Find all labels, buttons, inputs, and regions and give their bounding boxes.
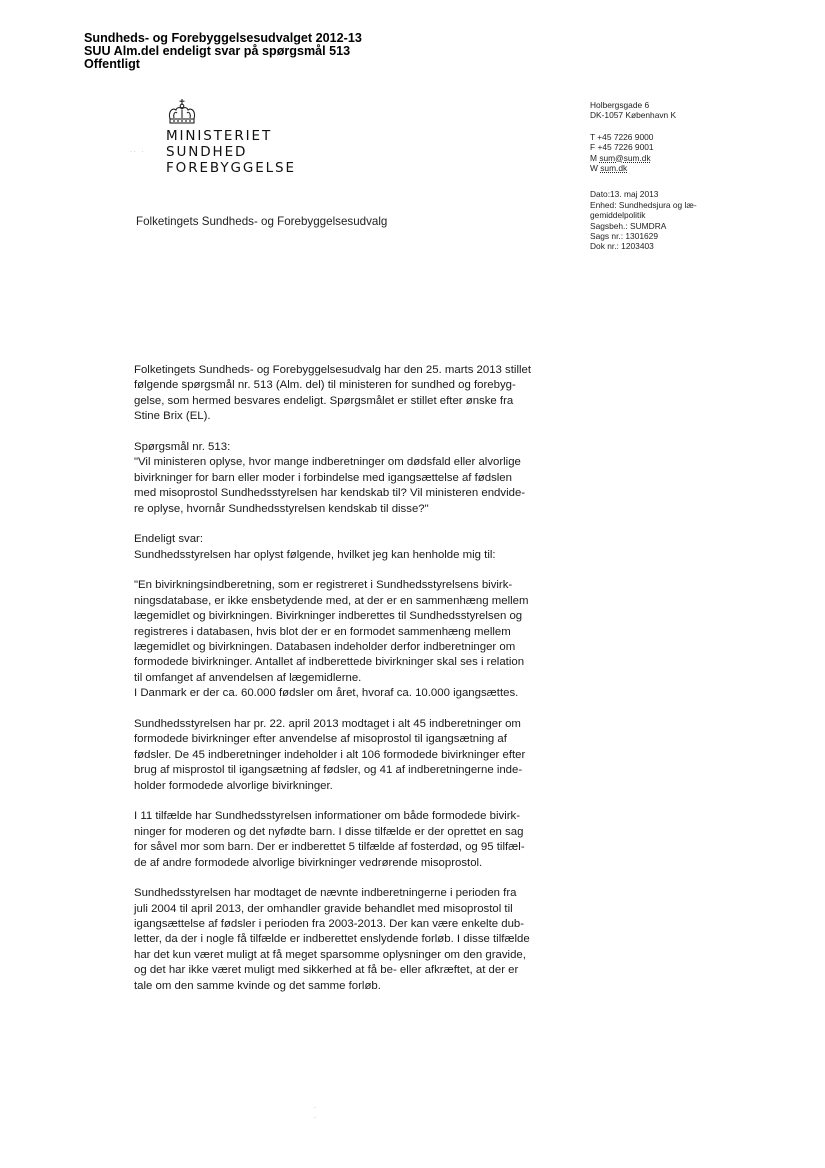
logo-line-sundhed: SUNDHED xyxy=(166,144,248,160)
body-line: fødsler. De 45 indberetninger indeholder i alt 106 formodede bivirkninger efter xyxy=(134,748,526,761)
paragraph-gap xyxy=(134,702,531,717)
body-line: brug af misprostol til igangsætning af fødsler, og 41 af indberetningerne inde- xyxy=(134,764,523,777)
scan-speckle: · · xyxy=(314,1105,316,1122)
ministry-logo xyxy=(130,98,310,188)
caseworker: Sagsbeh.: SUMDRA xyxy=(590,220,667,231)
body-line: lægemidlet og bivirkningen. Databasen indeholder derfor indberetninger om xyxy=(134,641,516,654)
document-header xyxy=(84,32,362,72)
committee-line: Sundheds- og Forebyggelsesudvalget 2012-13 xyxy=(84,31,362,45)
body-line: følgende spørgsmål nr. 513 (Alm. del) til ministeren for sundhed og forebyg- xyxy=(134,379,516,392)
address-city: DK-1057 København K xyxy=(590,110,677,121)
body-line: "En bivirkningsindberetning, som er registreret i Sundhedsstyrelsens bivirk- xyxy=(134,579,513,592)
body-line: Endeligt svar: xyxy=(134,533,204,546)
body-line: igangsættelse af fødsler i perioden fra 2003-2013. Der kan være enkelte dub- xyxy=(134,918,525,931)
body-line: Spørgsmål nr. 513: xyxy=(134,440,231,453)
body-line: har det kun været muligt at få meget sparsomme oplysninger om den gravide, xyxy=(134,948,526,961)
body-line: Folketingets Sundheds- og Forebyggelsesudvalg har den 25. marts 2013 stillet xyxy=(134,364,532,376)
letter-date: Dato:13. maj 2013 xyxy=(590,189,659,200)
address-street: Holbergsgade 6 xyxy=(590,100,650,110)
paragraph-gap xyxy=(134,794,531,809)
logo-speckle: ·· · xyxy=(130,149,146,156)
fax-number: F +45 7226 9001 xyxy=(590,142,654,153)
body-line: tale om den samme kvinde og det samme forløb. xyxy=(134,979,381,992)
body-line: Stine Brix (EL). xyxy=(134,410,211,423)
body-line: gelse, som hermed besvares endeligt. Spørgsmålet er stillet efter ønske fra xyxy=(134,394,514,407)
body-line: holder formodede alvorlige bivirkninger. xyxy=(134,779,333,792)
email-link[interactable]: sum@sum.dk xyxy=(599,152,651,163)
body-line: bivirkninger for barn eller moder i forbindelse med igangsættelse af fødslen xyxy=(134,471,512,484)
paragraph-gap xyxy=(134,425,531,440)
body-line: de af andre formodede alvorlige bivirkninger vedrørende misoprostol. xyxy=(134,856,483,869)
body-line: I Danmark er der ca. 60.000 fødsler om året, hvoraf ca. 10.000 igangsættes. xyxy=(134,687,519,700)
body-line: Sundhedsstyrelsen har oplyst følgende, hvilket jeg kan henholde mig til: xyxy=(134,548,496,561)
email-prefix: M xyxy=(590,152,600,163)
body-line: til omfanget af anvendelsen af lægemidlerne. xyxy=(134,671,362,684)
body-line: letter, da der i nogle få tilfælde er indberettet enslydende forløb. I disse tilfælde xyxy=(134,933,530,946)
recipient: Folketingets Sundheds- og Forebyggelsesudvalg xyxy=(136,215,388,228)
body-line: for såvel mor som barn. Der er indberettet 5 tilfælde af fosterdød, og 95 tilfæl- xyxy=(134,841,525,854)
body-line: ninger for moderen og det nyfødte barn. I disse tilfælde er der oprettet en sag xyxy=(134,825,524,838)
logo-line-forebyggelse: FOREBYGGELSE xyxy=(166,160,296,176)
web-prefix: W xyxy=(590,163,601,174)
body-line: Sundhedsstyrelsen har modtaget de nævnte indberetningerne i perioden fra xyxy=(134,887,517,900)
body-line: lægemidlet og bivirkningen. Bivirkninger indberettes til Sundhedsstyrelsen og xyxy=(134,610,523,623)
logo-line-ministeriet: MINISTERIET xyxy=(166,128,273,144)
unit-line-1: Enhed: Sundhedsjura og læ- xyxy=(590,199,697,210)
paragraph-gap xyxy=(134,871,531,886)
body-line: registreres i databasen, hvis blot der er en formodet sammenhæng mellem xyxy=(134,625,511,638)
phone-number: T +45 7226 9000 xyxy=(590,131,654,142)
document-number: Dok nr.: 1203403 xyxy=(590,241,654,252)
body-line: ningsdatabase, er ikke ensbetydende med, at der er en sammenhæng mellem xyxy=(134,594,529,607)
web-line xyxy=(590,163,697,173)
web-link[interactable]: sum.dk xyxy=(600,163,628,174)
contact-block xyxy=(590,100,697,252)
email-line xyxy=(590,153,697,163)
body-line: formodede bivirkninger efter anvendelse af misoprostol til igangsætning af xyxy=(134,733,507,746)
body-line: juli 2004 til april 2013, der omhandler gravide behandlet med misoprostol til xyxy=(134,902,513,915)
body-line: Sundhedsstyrelsen har pr. 22. april 2013 modtaget i alt 45 indberetninger om xyxy=(134,717,521,730)
status-line: Offentligt xyxy=(84,57,140,72)
reference-line: SUU Alm.del endeligt svar på spørgsmål 513 xyxy=(84,44,351,59)
letter-body xyxy=(134,363,531,994)
case-number: Sags nr.: 1301629 xyxy=(590,231,658,242)
unit-line-2: gemiddelpolitik xyxy=(590,210,646,221)
body-line: og det har ikke været muligt med sikkerhed at få be- eller afkræftet, at der er xyxy=(134,964,519,977)
ministry-name xyxy=(166,128,296,176)
body-line: med misoprostol Sundhedsstyrelsen har kendskab til? Vil ministeren endvide- xyxy=(134,487,526,500)
body-line: re oplyse, hvornår Sundhedsstyrelsen kendskab til disse?" xyxy=(134,502,429,515)
royal-crown-icon xyxy=(164,98,200,126)
paragraph-gap xyxy=(134,517,531,532)
body-line: formodede bivirkninger. Antallet af indberettede bivirkninger skal ses i relation xyxy=(134,656,525,669)
paragraph-gap xyxy=(134,563,531,578)
body-line: I 11 tilfælde har Sundhedsstyrelsen informationer om både formodede bivirk- xyxy=(134,810,521,823)
body-line: "Vil ministeren oplyse, hvor mange indberetninger om dødsfald eller alvorlige xyxy=(134,456,521,469)
